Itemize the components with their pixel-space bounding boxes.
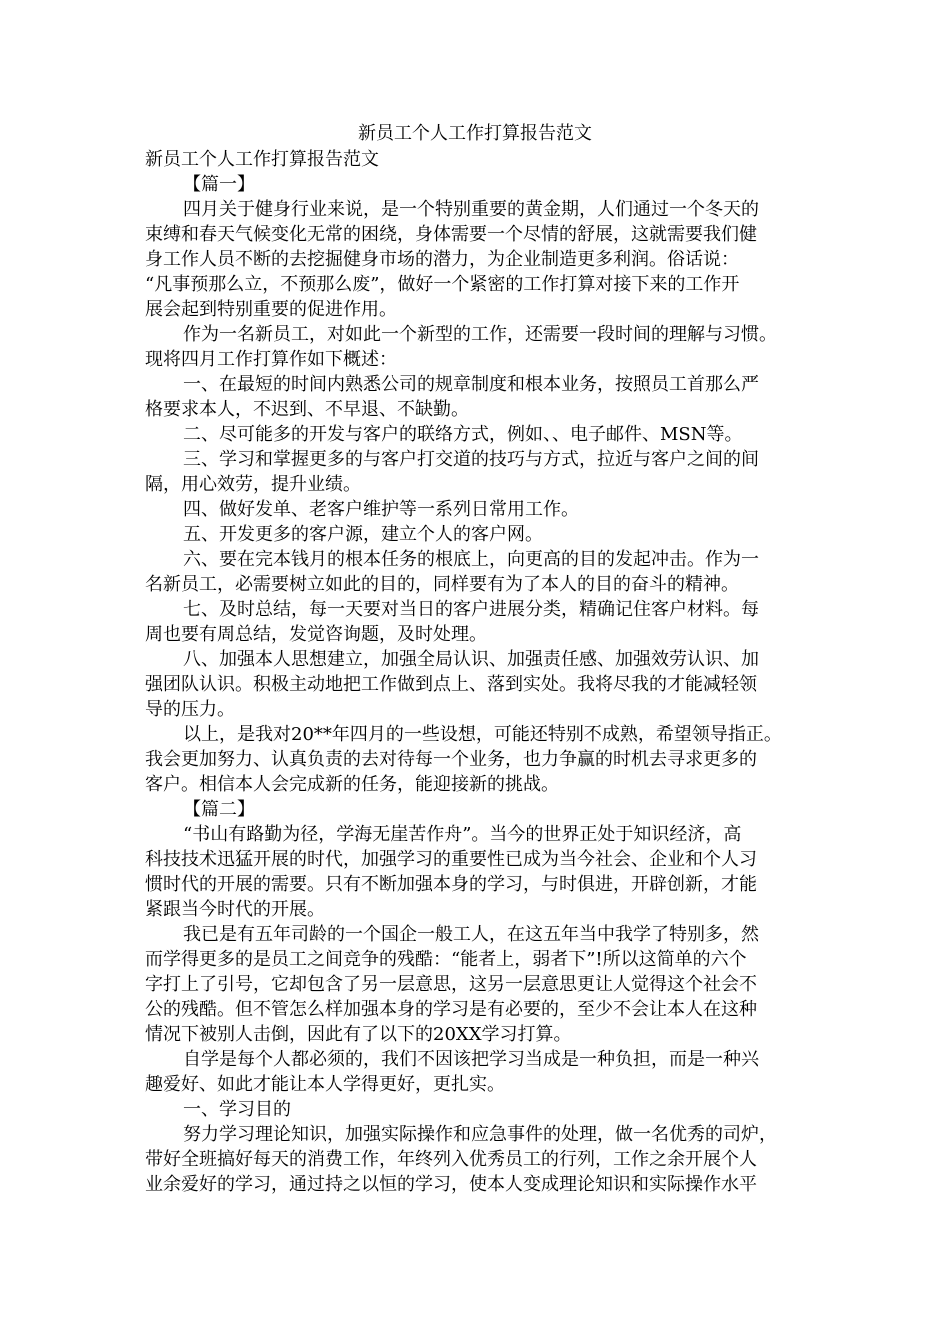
text-line: 导的压力。 [145,699,235,720]
text-line: 字打上了引号，它却包含了另一层意思，这另一层意思更让人觉得这个社会不 [145,974,757,995]
text-line: 情况下被别人击倒，因此有了以下的20XX学习打算。 [145,1024,572,1045]
text-line: 而学得更多的是员工之间竞争的残酷：“能者上，弱者下”!所以这简单的六个 [145,949,747,970]
text-line: 身工作人员不断的去挖掘健身市场的潜力，为企业制造更多利润。俗话说： [145,249,739,270]
text-line: 周也要有周总结，发觉咨询题，及时处理。 [145,624,487,645]
text-line: 紧跟当今时代的开展。 [145,899,325,920]
text-line: 现将四月工作打算作如下概述： [145,349,397,370]
text-line: 五、开发更多的客户源，建立个人的客户网。 [183,524,543,545]
text-line: 【篇一】 [183,174,255,195]
text-line: 我会更加努力、认真负责的去对待每一个业务，也力争赢的时机去寻求更多的 [145,749,757,770]
text-line: 新员工个人工作打算报告范文 [145,149,379,170]
text-line: 二、尽可能多的开发与客户的联络方式，例如、、电子邮件、MSN等。 [183,424,743,445]
text-line: 展会起到特别重要的促进作用。 [145,299,397,320]
text-line: 作为一名新员工，对如此一个新型的工作，还需要一段时间的理解与习惯。 [183,324,777,345]
text-line: 趣爱好、如此才能让本人学得更好，更扎实。 [145,1074,505,1095]
text-line: 公的残酷。但不管怎么样加强本身的学习是有必要的，至少不会让本人在这种 [145,999,757,1020]
document-body [145,147,815,1197]
text-line: 一、学习目的 [183,1099,291,1120]
text-line: 带好全班搞好每天的消费工作，年终列入优秀员工的行列，工作之余开展个人 [145,1149,757,1170]
text-line: 束缚和春天气候变化无常的困绕，身体需要一个尽情的舒展，这就需要我们健 [145,224,757,245]
text-line: 以上，是我对20**年四月的一些设想，可能还特别不成熟，希望领导指正。 [183,724,782,745]
text-line: 业余爱好的学习，通过持之以恒的学习，使本人变成理论知识和实际操作水平 [145,1174,757,1195]
text-line: 一、在最短的时间内熟悉公司的规章制度和根本业务，按照员工首那么严 [183,374,759,395]
text-line: 八、加强本人思想建立，加强全局认识、加强责任感、加强效劳认识、加 [183,649,759,670]
text-line: 我已是有五年司龄的一个国企一般工人，在这五年当中我学了特别多，然 [183,924,759,945]
text-line: 格要求本人，不迟到、不早退、不缺勤。 [145,399,469,420]
text-line: 三、学习和掌握更多的与客户打交道的技巧与方式，拉近与客户之间的间 [183,449,759,470]
text-line: 努力学习理论知识，加强实际操作和应急事件的处理，做一名优秀的司炉， [183,1124,777,1145]
text-line: 科技技术迅猛开展的时代，加强学习的重要性已成为当今社会、企业和个人习 [145,849,757,870]
text-line: 四、做好发单、老客户维护等一系列日常用工作。 [183,499,579,520]
text-line: 【篇二】 [183,799,255,820]
text-line: 自学是每个人都必须的，我们不因该把学习当成是一种负担，而是一种兴 [183,1049,759,1070]
text-line: 隔，用心效劳，提升业绩。 [145,474,361,495]
text-line: 六、要在完本钱月的根本任务的根底上，向更高的目的发起冲击。作为一 [183,549,759,570]
text-line: “凡事预那么立，不预那么废”，做好一个紧密的工作打算对接下来的工作开 [145,274,740,295]
text-line: “书山有路勤为径，学海无崖苦作舟”。当今的世界正处于知识经济，高 [183,824,742,845]
document-title: 新员工个人工作打算报告范文 [358,123,592,144]
text-line: 惯时代的开展的需要。只有不断加强本身的学习，与时俱进，开辟创新，才能 [145,874,757,895]
text-line: 四月关于健身行业来说，是一个特别重要的黄金期，人们通过一个冬天的 [183,199,759,220]
text-line: 七、及时总结，每一天要对当日的客户进展分类，精确记住客户材料。每 [183,599,759,620]
text-line: 名新员工，必需要树立如此的目的，同样要有为了本人的目的奋斗的精神。 [145,574,739,595]
text-line: 客户。相信本人会完成新的任务，能迎接新的挑战。 [145,774,559,795]
text-line: 强团队认识。积极主动地把工作做到点上、落到实处。我将尽我的才能减轻领 [145,674,757,695]
